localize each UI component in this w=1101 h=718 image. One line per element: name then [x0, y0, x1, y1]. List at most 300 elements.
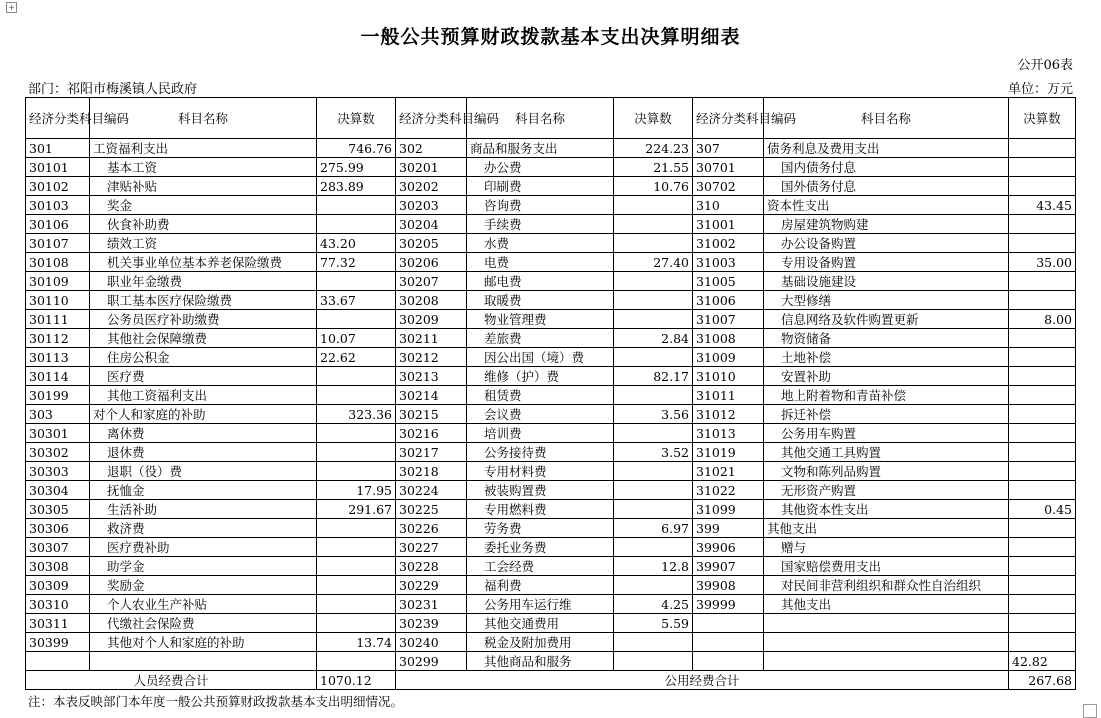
- amount-cell: 43.45: [1009, 196, 1076, 215]
- code-cell: 30113: [26, 348, 90, 367]
- amount-cell: 3.56: [614, 405, 693, 424]
- name-cell: 赠与: [764, 538, 1009, 557]
- name-cell: 土地补偿: [764, 348, 1009, 367]
- name-cell: 专用燃料费: [467, 500, 614, 519]
- amount-cell: 21.55: [614, 158, 693, 177]
- amount-cell: [317, 215, 396, 234]
- code-cell: 30211: [396, 329, 467, 348]
- code-cell: 31007: [693, 310, 764, 329]
- name-cell: 救济费: [90, 519, 317, 538]
- code-cell: 31011: [693, 386, 764, 405]
- public-total-value: 267.68: [1009, 671, 1076, 690]
- code-cell: 30201: [396, 158, 467, 177]
- name-cell: 邮电费: [467, 272, 614, 291]
- code-cell: 30299: [396, 652, 467, 671]
- name-cell: 代缴社会保险费: [90, 614, 317, 633]
- name-cell: 差旅费: [467, 329, 614, 348]
- amount-cell: [317, 443, 396, 462]
- code-cell: 30306: [26, 519, 90, 538]
- code-cell: 30228: [396, 557, 467, 576]
- code-cell: 30303: [26, 462, 90, 481]
- amount-cell: [317, 462, 396, 481]
- personnel-total-value: 1070.12: [317, 671, 396, 690]
- code-cell: [26, 652, 90, 671]
- table-row: [26, 367, 1076, 386]
- name-cell: 国外债务付息: [764, 177, 1009, 196]
- code-cell: 307: [693, 139, 764, 158]
- code-cell: 30101: [26, 158, 90, 177]
- name-cell: 被装购置费: [467, 481, 614, 500]
- code-cell: 39907: [693, 557, 764, 576]
- name-cell: 专用设备购置: [764, 253, 1009, 272]
- name-cell: 房屋建筑物购建: [764, 215, 1009, 234]
- name-cell: 医疗费: [90, 367, 317, 386]
- table-row: [26, 538, 1076, 557]
- table-row: [26, 253, 1076, 272]
- amount-cell: [614, 348, 693, 367]
- code-cell: 31013: [693, 424, 764, 443]
- amount-cell: [1009, 557, 1076, 576]
- amount-cell: [317, 310, 396, 329]
- name-cell: 电费: [467, 253, 614, 272]
- name-cell: 物业管理费: [467, 310, 614, 329]
- name-cell: 伙食补助费: [90, 215, 317, 234]
- name-cell: 机关事业单位基本养老保险缴费: [90, 253, 317, 272]
- name-cell: 维修（护）费: [467, 367, 614, 386]
- code-cell: 39906: [693, 538, 764, 557]
- amount-cell: [1009, 386, 1076, 405]
- table-row: [26, 614, 1076, 633]
- public-total-label: 公用经费合计: [396, 671, 1009, 690]
- amount-cell: 291.67: [317, 500, 396, 519]
- code-cell: 30111: [26, 310, 90, 329]
- name-cell: [764, 652, 1009, 671]
- code-cell: 31008: [693, 329, 764, 348]
- amount-cell: 35.00: [1009, 253, 1076, 272]
- amount-cell: [1009, 595, 1076, 614]
- code-cell: 30309: [26, 576, 90, 595]
- amount-cell: [317, 367, 396, 386]
- code-cell: 30239: [396, 614, 467, 633]
- name-cell: 工资福利支出: [90, 139, 317, 158]
- name-cell: 抚恤金: [90, 481, 317, 500]
- amount-cell: 10.76: [614, 177, 693, 196]
- code-cell: 31005: [693, 272, 764, 291]
- code-cell: 30208: [396, 291, 467, 310]
- amount-cell: 22.62: [317, 348, 396, 367]
- amount-cell: [317, 386, 396, 405]
- amount-cell: [1009, 443, 1076, 462]
- code-cell: 30225: [396, 500, 467, 519]
- unit-label: 单位：万元: [1007, 82, 1073, 97]
- code-cell: 30218: [396, 462, 467, 481]
- name-cell: 手续费: [467, 215, 614, 234]
- code-cell: 30204: [396, 215, 467, 234]
- name-cell: 税金及附加费用: [467, 633, 614, 652]
- table-header-row: [26, 98, 1076, 139]
- table-row: [26, 595, 1076, 614]
- name-cell: 拆迁补偿: [764, 405, 1009, 424]
- amount-cell: 323.36: [317, 405, 396, 424]
- name-cell: 津贴补贴: [90, 177, 317, 196]
- table-row: [26, 500, 1076, 519]
- name-cell: 奖励金: [90, 576, 317, 595]
- name-cell: 物资储备: [764, 329, 1009, 348]
- amount-cell: 43.20: [317, 234, 396, 253]
- name-cell: 公务用车运行维: [467, 595, 614, 614]
- amount-cell: 10.07: [317, 329, 396, 348]
- name-cell: 退职（役）费: [90, 462, 317, 481]
- code-cell: 30207: [396, 272, 467, 291]
- amount-cell: 0.45: [1009, 500, 1076, 519]
- amount-cell: [317, 652, 396, 671]
- code-cell: 30114: [26, 367, 90, 386]
- name-cell: 公务员医疗补助缴费: [90, 310, 317, 329]
- name-cell: 信息网络及软件购置更新: [764, 310, 1009, 329]
- name-cell: 大型修缮: [764, 291, 1009, 310]
- name-cell: 国家赔偿费用支出: [764, 557, 1009, 576]
- name-cell: 职工基本医疗保险缴费: [90, 291, 317, 310]
- amount-cell: [614, 386, 693, 405]
- name-cell: 其他交通费用: [467, 614, 614, 633]
- code-cell: 31010: [693, 367, 764, 386]
- code-cell: 30205: [396, 234, 467, 253]
- code-cell: 30307: [26, 538, 90, 557]
- name-cell: 其他支出: [764, 595, 1009, 614]
- name-cell: 住房公积金: [90, 348, 317, 367]
- code-cell: 30110: [26, 291, 90, 310]
- name-cell: 咨询费: [467, 196, 614, 215]
- table-row: [26, 310, 1076, 329]
- code-cell: 30302: [26, 443, 90, 462]
- amount-cell: [1009, 215, 1076, 234]
- code-cell: 30209: [396, 310, 467, 329]
- name-cell: [90, 652, 317, 671]
- amount-cell: [1009, 272, 1076, 291]
- amount-cell: 283.89: [317, 177, 396, 196]
- code-cell: 30215: [396, 405, 467, 424]
- name-cell: [764, 633, 1009, 652]
- amount-cell: [317, 519, 396, 538]
- name-cell: 公务接待费: [467, 443, 614, 462]
- name-cell: 文物和陈列品购置: [764, 462, 1009, 481]
- amount-cell: [614, 234, 693, 253]
- table-row: [26, 443, 1076, 462]
- header-name: 科目名称: [90, 98, 317, 139]
- form-code: 公开06表: [1017, 58, 1073, 73]
- name-cell: 退休费: [90, 443, 317, 462]
- table-row: [26, 557, 1076, 576]
- amount-cell: [1009, 348, 1076, 367]
- amount-cell: 2.84: [614, 329, 693, 348]
- code-cell: 30214: [396, 386, 467, 405]
- code-cell: 30311: [26, 614, 90, 633]
- code-cell: 31001: [693, 215, 764, 234]
- name-cell: 基本工资: [90, 158, 317, 177]
- header-code: 经济分类科目编码: [693, 98, 764, 139]
- code-cell: 30206: [396, 253, 467, 272]
- name-cell: 培训费: [467, 424, 614, 443]
- code-cell: 30216: [396, 424, 467, 443]
- code-cell: 30102: [26, 177, 90, 196]
- table-row: [26, 291, 1076, 310]
- expenditure-table: [25, 97, 1076, 690]
- name-cell: 商品和服务支出: [467, 139, 614, 158]
- name-cell: 其他商品和服务: [467, 652, 614, 671]
- amount-cell: [1009, 538, 1076, 557]
- name-cell: 绩效工资: [90, 234, 317, 253]
- code-cell: 399: [693, 519, 764, 538]
- name-cell: 国内债务付息: [764, 158, 1009, 177]
- header-code: 经济分类科目编码: [26, 98, 90, 139]
- header-amount: 决算数: [614, 98, 693, 139]
- amount-cell: [1009, 158, 1076, 177]
- code-cell: 31003: [693, 253, 764, 272]
- code-cell: 30224: [396, 481, 467, 500]
- table-row: [26, 234, 1076, 253]
- table-row: [26, 139, 1076, 158]
- name-cell: 对民间非营利组织和群众性自治组织: [764, 576, 1009, 595]
- name-cell: 离休费: [90, 424, 317, 443]
- name-cell: 无形资产购置: [764, 481, 1009, 500]
- amount-cell: [1009, 177, 1076, 196]
- name-cell: 福利费: [467, 576, 614, 595]
- page-title: 一般公共预算财政拨款基本支出决算明细表: [360, 26, 741, 48]
- code-cell: 31022: [693, 481, 764, 500]
- code-cell: 31019: [693, 443, 764, 462]
- header-amount: 决算数: [1009, 98, 1076, 139]
- amount-cell: [614, 291, 693, 310]
- footnote: 注：本表反映部门本年度一般公共预算财政拨款基本支出明细情况。: [28, 694, 404, 709]
- name-cell: 地上附着物和青苗补偿: [764, 386, 1009, 405]
- header-amount: 决算数: [317, 98, 396, 139]
- code-cell: 30231: [396, 595, 467, 614]
- name-cell: 其他交通工具购置: [764, 443, 1009, 462]
- name-cell: 个人农业生产补贴: [90, 595, 317, 614]
- code-cell: 30213: [396, 367, 467, 386]
- name-cell: 助学金: [90, 557, 317, 576]
- code-cell: [693, 652, 764, 671]
- code-cell: 31002: [693, 234, 764, 253]
- name-cell: 安置补助: [764, 367, 1009, 386]
- table-row: [26, 196, 1076, 215]
- code-cell: 30212: [396, 348, 467, 367]
- amount-cell: 82.17: [614, 367, 693, 386]
- name-cell: 基础设施建设: [764, 272, 1009, 291]
- code-cell: 30217: [396, 443, 467, 462]
- code-cell: 30107: [26, 234, 90, 253]
- code-cell: 30226: [396, 519, 467, 538]
- amount-cell: [1009, 329, 1076, 348]
- code-cell: 30227: [396, 538, 467, 557]
- code-cell: 30108: [26, 253, 90, 272]
- amount-cell: [614, 481, 693, 500]
- name-cell: 资本性支出: [764, 196, 1009, 215]
- code-cell: 30240: [396, 633, 467, 652]
- amount-cell: [614, 196, 693, 215]
- amount-cell: 5.59: [614, 614, 693, 633]
- amount-cell: [1009, 139, 1076, 158]
- code-cell: 30103: [26, 196, 90, 215]
- name-cell: 委托业务费: [467, 538, 614, 557]
- name-cell: 对个人和家庭的补助: [90, 405, 317, 424]
- name-cell: 因公出国（境）费: [467, 348, 614, 367]
- code-cell: 39908: [693, 576, 764, 595]
- amount-cell: [317, 424, 396, 443]
- table-row: [26, 215, 1076, 234]
- table-row: [26, 386, 1076, 405]
- table-row: [26, 177, 1076, 196]
- code-cell: 30305: [26, 500, 90, 519]
- amount-cell: [317, 595, 396, 614]
- amount-cell: [317, 538, 396, 557]
- amount-cell: [1009, 291, 1076, 310]
- table-row: [26, 348, 1076, 367]
- code-cell: 31012: [693, 405, 764, 424]
- code-cell: 31009: [693, 348, 764, 367]
- amount-cell: 224.23: [614, 139, 693, 158]
- amount-cell: [317, 272, 396, 291]
- amount-cell: [1009, 633, 1076, 652]
- personnel-total-label: 人员经费合计: [26, 671, 317, 690]
- totals-row: [26, 671, 1076, 690]
- code-cell: 30701: [693, 158, 764, 177]
- name-cell: 其他社会保障缴费: [90, 329, 317, 348]
- amount-cell: [1009, 234, 1076, 253]
- code-cell: 30199: [26, 386, 90, 405]
- department-label: 部门：祁阳市梅溪镇人民政府: [28, 82, 198, 97]
- name-cell: 公务用车购置: [764, 424, 1009, 443]
- table-row: [26, 633, 1076, 652]
- code-cell: 30304: [26, 481, 90, 500]
- name-cell: 印刷费: [467, 177, 614, 196]
- code-cell: 30702: [693, 177, 764, 196]
- amount-cell: [614, 500, 693, 519]
- amount-cell: 13.74: [317, 633, 396, 652]
- amount-cell: [614, 633, 693, 652]
- amount-cell: 275.99: [317, 158, 396, 177]
- amount-cell: [1009, 405, 1076, 424]
- name-cell: 奖金: [90, 196, 317, 215]
- amount-cell: 4.25: [614, 595, 693, 614]
- code-cell: 303: [26, 405, 90, 424]
- amount-cell: 6.97: [614, 519, 693, 538]
- table-row: [26, 158, 1076, 177]
- table-row: [26, 329, 1076, 348]
- table-anchor-icon[interactable]: +: [6, 2, 17, 13]
- amount-cell: [1009, 576, 1076, 595]
- code-cell: 30112: [26, 329, 90, 348]
- amount-cell: 746.76: [317, 139, 396, 158]
- amount-cell: [317, 614, 396, 633]
- amount-cell: [614, 538, 693, 557]
- name-cell: 其他对个人和家庭的补助: [90, 633, 317, 652]
- header-code: 经济分类科目编码: [396, 98, 467, 139]
- code-cell: 30202: [396, 177, 467, 196]
- code-cell: 30229: [396, 576, 467, 595]
- name-cell: 取暖费: [467, 291, 614, 310]
- table-row: [26, 405, 1076, 424]
- name-cell: 医疗费补助: [90, 538, 317, 557]
- table-row: [26, 481, 1076, 500]
- code-cell: 30109: [26, 272, 90, 291]
- table-row: [26, 652, 1076, 671]
- amount-cell: [614, 576, 693, 595]
- amount-cell: [1009, 519, 1076, 538]
- name-cell: 职业年金缴费: [90, 272, 317, 291]
- code-cell: 39999: [693, 595, 764, 614]
- code-cell: 30399: [26, 633, 90, 652]
- name-cell: 办公费: [467, 158, 614, 177]
- code-cell: 30106: [26, 215, 90, 234]
- amount-cell: [1009, 614, 1076, 633]
- name-cell: 工会经费: [467, 557, 614, 576]
- amount-cell: [317, 196, 396, 215]
- amount-cell: [1009, 481, 1076, 500]
- amount-cell: [614, 310, 693, 329]
- code-cell: 31006: [693, 291, 764, 310]
- amount-cell: 8.00: [1009, 310, 1076, 329]
- name-cell: 专用材料费: [467, 462, 614, 481]
- amount-cell: [1009, 424, 1076, 443]
- code-cell: 301: [26, 139, 90, 158]
- code-cell: 302: [396, 139, 467, 158]
- name-cell: 生活补助: [90, 500, 317, 519]
- name-cell: 租赁费: [467, 386, 614, 405]
- code-cell: [693, 633, 764, 652]
- table-row: [26, 424, 1076, 443]
- name-cell: 水费: [467, 234, 614, 253]
- amount-cell: [317, 557, 396, 576]
- amount-cell: [614, 652, 693, 671]
- code-cell: 30301: [26, 424, 90, 443]
- amount-cell: 33.67: [317, 291, 396, 310]
- amount-cell: 3.52: [614, 443, 693, 462]
- amount-cell: 77.32: [317, 253, 396, 272]
- header-name: 科目名称: [764, 98, 1009, 139]
- resize-handle[interactable]: [1083, 704, 1097, 718]
- table-row: [26, 462, 1076, 481]
- amount-cell: [1009, 367, 1076, 386]
- code-cell: 31099: [693, 500, 764, 519]
- header-name: 科目名称: [467, 98, 614, 139]
- amount-cell: [614, 215, 693, 234]
- amount-cell: [614, 424, 693, 443]
- table-row: [26, 272, 1076, 291]
- amount-cell: [614, 462, 693, 481]
- amount-cell: [317, 576, 396, 595]
- name-cell: [764, 614, 1009, 633]
- code-cell: 31021: [693, 462, 764, 481]
- amount-cell: 12.8: [614, 557, 693, 576]
- amount-cell: 42.82: [1009, 652, 1076, 671]
- code-cell: 30203: [396, 196, 467, 215]
- name-cell: 债务利息及费用支出: [764, 139, 1009, 158]
- name-cell: 其他资本性支出: [764, 500, 1009, 519]
- table-row: [26, 576, 1076, 595]
- name-cell: 其他工资福利支出: [90, 386, 317, 405]
- amount-cell: [614, 272, 693, 291]
- code-cell: [693, 614, 764, 633]
- table-row: [26, 519, 1076, 538]
- code-cell: 30308: [26, 557, 90, 576]
- name-cell: 会议费: [467, 405, 614, 424]
- amount-cell: 17.95: [317, 481, 396, 500]
- name-cell: 其他支出: [764, 519, 1009, 538]
- amount-cell: [1009, 462, 1076, 481]
- name-cell: 劳务费: [467, 519, 614, 538]
- code-cell: 30310: [26, 595, 90, 614]
